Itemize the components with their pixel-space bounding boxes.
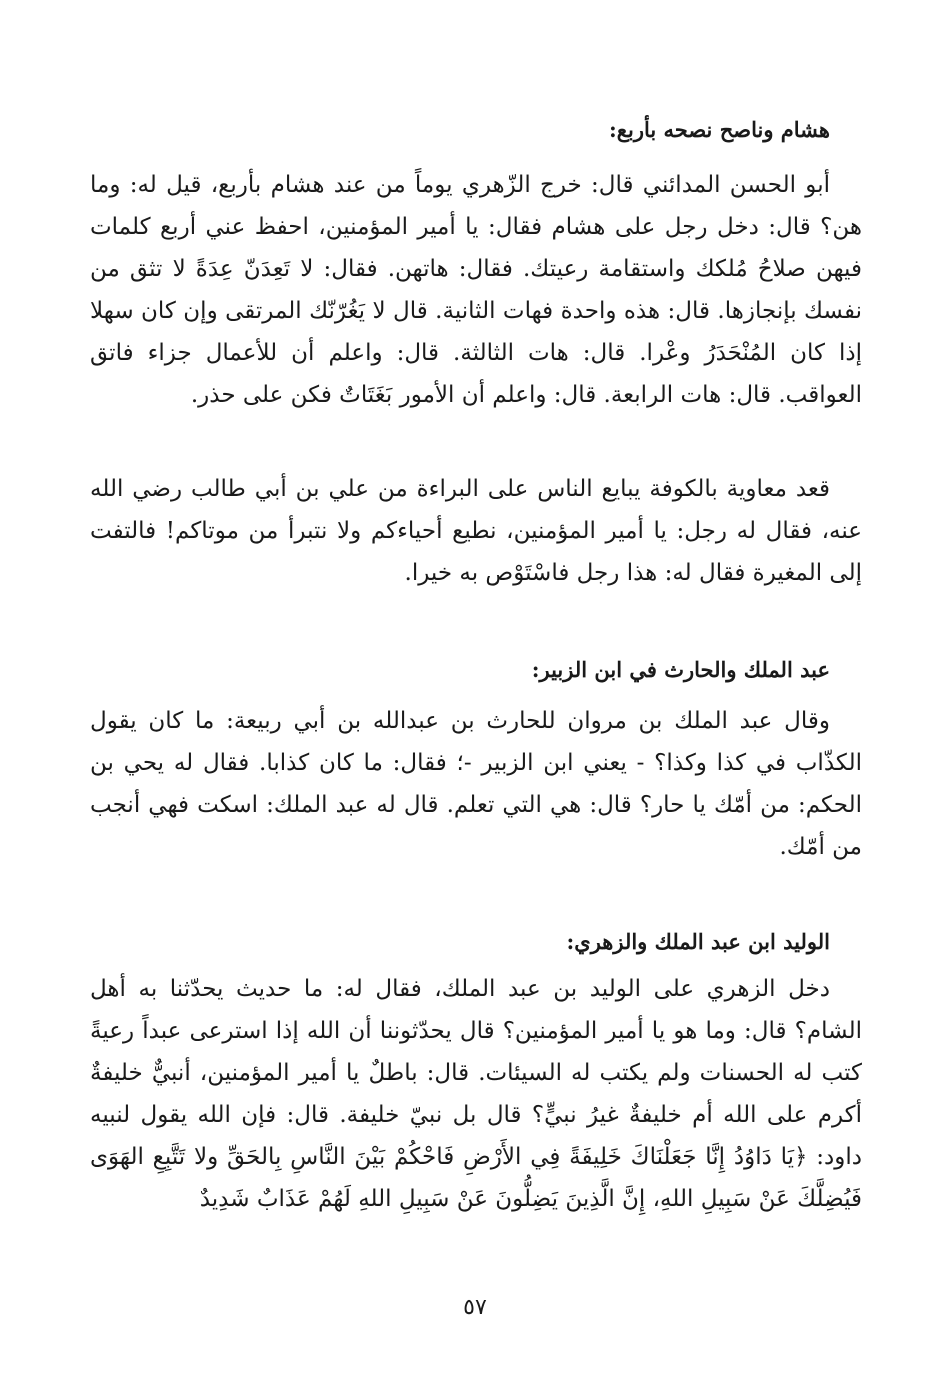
paragraph-hisham-advice: أبو الحسن المدائني قال: خرج الزّهري يوماً من عند هشام بأربع، قيل له: وما هن؟ قال: دخل رجل على هشام فقال: يا أمير المؤمنين، احفظ عني أربع كلمات فيهن صلاحُ مُلكك واستقامة رعيتك. فقال: هاتهن. فقال: لا تَعِدَنّ عِدَةً لا تثق من نفسك بإنجازها. قال: هذه واحدة فهات الثانية. قال لا يَغُرّنّك المرتقى وإن كان سهلا إذا كان المُنْحَدَرُ وعْرا. قال: هات الثالثة. قال: واعلم أن للأعمال جزاء فاتق العواقب. قال: هات الرابعة. قال: واعلم أن الأمور بَغَتَاتٌ فكن على حذر. [90, 172, 862, 408]
section-title-abdulmalik: عبد الملك والحارث في ابن الزبير: [531, 657, 830, 682]
page-number: ٥٧ [463, 1295, 487, 1320]
paragraph-walid-zuhri: دخل الزهري على الوليد بن عبد الملك، فقال له: ما حديث يحدّثنا به أهل الشام؟ قال: وما هو يا أمير المؤمنين؟ قال يحدّثوننا أن الله إذا استرعى عبداً رعيةً كتب له الحسنات ولم يكتب له السيئات. قال: باطلٌ يا أمير المؤمنين، أنبيٌّ خليفةٌ أكرم على الله أم خليفةٌ غيرُ نبيٍّ؟ قال بل نبيّ خليفة. قال: فإن الله يقول لنبيه داود: ﴿يَا دَاوُدُ إِنَّا جَعَلْنَاكَ خَلِيفَةً فِي الأَرْضِ فَاحْكُمْ بَيْنَ النَّاسِ بِالحَقِّ ولا تَتَّبِعِ الهَوَى فَيُضِلَّكَ عَنْ سَبِيلِ اللهِ، إِنَّ الَّذِينَ يَضِلُّونَ عَنْ سَبِيلِ اللهِ لَهُمْ عَذَابٌ شَدِيدٌ [90, 976, 862, 1212]
section-title-hisham: هشام وناصح نصحه بأربع: [609, 117, 830, 142]
section-title-walid: الوليد ابن عبد الملك والزهري: [566, 929, 830, 954]
paragraph-muawiya: قعد معاوية بالكوفة يبايع الناس على البراءة من علي بن أبي طالب رضي الله عنه، فقال له رجل: يا أمير المؤمنين، نطيع أحياءكم ولا نتبرأ من موتاكم! فالتفت إلى المغيرة فقال له: هذا رجل فاسْتَوْص به خيرا. [90, 476, 862, 586]
paragraph-abdulmalik-harith: وقال عبد الملك بن مروان للحارث بن عبدالله بن أبي ربيعة: ما كان يقول الكذّاب في كذا وكذا؟ - يعني ابن الزبير -؛ فقال: ما كان كذابا. فقال له يحي بن الحكم: من أمّك يا حار؟ قال: هي التي تعلم. قال له عبد الملك: اسكت فهي أنجب من أمّك. [90, 708, 862, 860]
